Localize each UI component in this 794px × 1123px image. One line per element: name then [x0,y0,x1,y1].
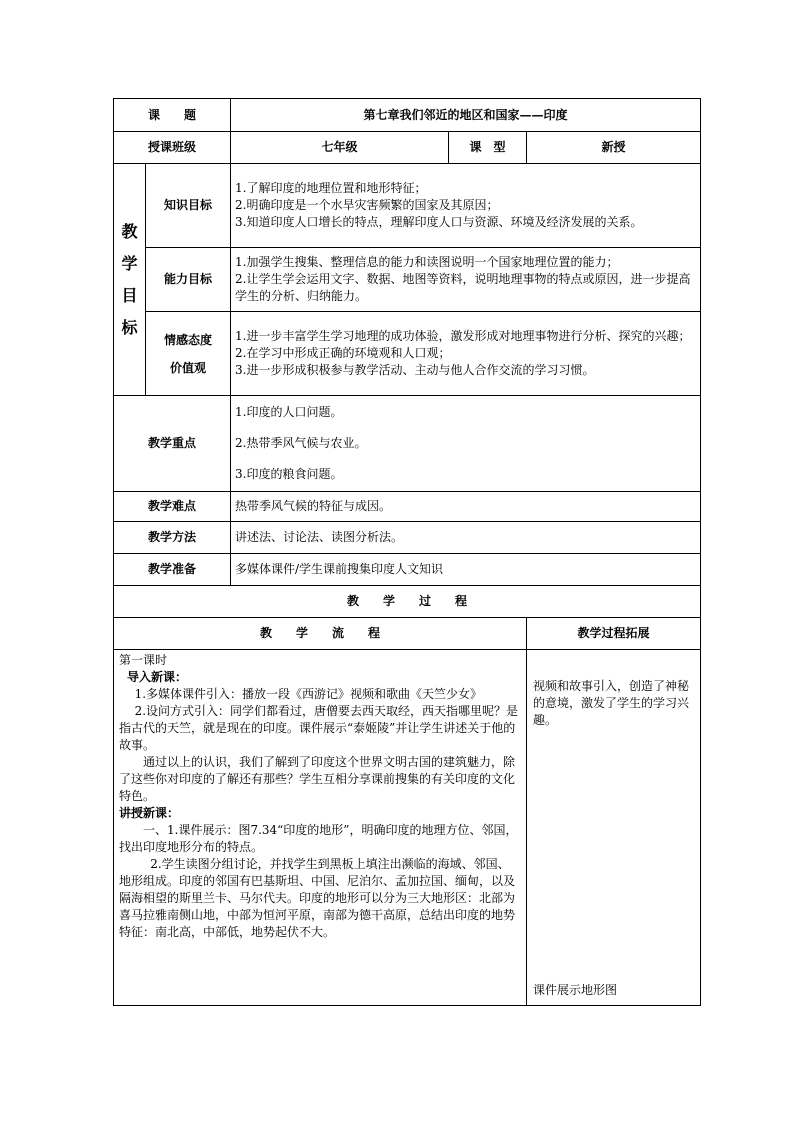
lesson-plan-table [113,98,701,1006]
difficulty-label: 教学难点 [114,492,231,522]
flow-header: 教 学 流 程 [114,618,527,650]
key-point-item: 2.热带季风气候与农业。 [235,436,367,450]
goals-label-char: 教 [121,221,138,241]
emotion-item: 3.进一步形成积极参与教学活动、主动与他人合作交流的学习习惯。 [235,363,595,377]
difficulty-value: 热带季风气候的特征与成因。 [231,492,701,522]
topic-label: 课 题 [114,99,231,132]
emotion-label [146,312,231,396]
lesson-number: 第一课时 [119,653,168,667]
knowledge-item: 1.了解印度的地理位置和地形特征； [235,181,427,195]
preparation-value: 多媒体课件/学生课前搜集印度人文知识 [231,554,701,586]
knowledge-item: 2.明确印度是一个水旱灾害频繁的国家及其原因； [235,198,499,212]
ability-goals [231,248,701,312]
extension-note-terrain: 课件展示地形图 [533,983,618,997]
ability-item: 2.让学生学会运用文字、数据、地图等资料，说明地理事物的特点或原因，进一步提高学生的分析、归纳能力。 [235,272,691,303]
knowledge-goals [231,164,701,248]
emotion-label-line1: 情感态度 [164,332,213,347]
intro-label: 导入新课： [127,670,188,684]
goals-label-char: 标 [121,317,138,337]
goals-label [118,216,141,344]
key-points [231,396,701,492]
process-title: 教 学 过 程 [114,586,701,618]
key-points-label: 教学重点 [114,396,231,492]
key-point-item: 3.印度的粮食问题。 [235,467,343,481]
new-lesson-line: 一、1.课件展示：图7.34“印度的地形”，明确印度的地理方位、邻国，找出印度地形分布的特点。 [119,823,518,854]
emotion-goals [231,312,701,396]
goals-label-cell [114,164,146,396]
key-point-item: 1.印度的人口问题。 [235,405,343,419]
preparation-label: 教学准备 [114,554,231,586]
extension-note: 视频和故事引入，创造了神秘的意境，激发了学生的学习兴趣。 [533,679,690,727]
method-label: 教学方法 [114,522,231,554]
extension-header: 教学过程拓展 [527,618,701,650]
ability-item: 1.加强学生搜集、整理信息的能力和读图说明一个国家地理位置的能力； [235,255,619,269]
new-lesson-label: 讲授新课： [119,806,180,820]
knowledge-item: 3.知道印度人口增长的特点，理解印度人口与资源、环境及经济发展的关系。 [235,215,643,229]
knowledge-label: 知识目标 [146,164,231,248]
type-value: 新授 [527,132,701,164]
ability-label: 能力目标 [146,248,231,312]
intro-line: 2.设问方式引入：同学们都看过，唐僧要去西天取经，西天指哪里呢？是指古代的天竺，就是现在的印度。课件展示“泰姬陵”并让学生讲述关于他的故事。 [119,704,519,752]
grade-label: 授课班级 [114,132,231,164]
emotion-item: 1.进一步丰富学生学习地理的成功体验，激发形成对地理事物进行分析、探究的兴趣； [235,329,691,343]
intro-line: 1.多媒体课件引入：播放一段《西游记》视频和歌曲《天竺少女》 [134,687,483,701]
goals-label-char: 目 [121,285,138,305]
emotion-item: 2.在学习中形成正确的环境观和人口观； [235,346,451,360]
grade-value: 七年级 [231,132,449,164]
type-label: 课 型 [449,132,527,164]
method-value: 讲述法、讨论法、读图分析法。 [231,522,701,554]
topic-value: 第七章我们邻近的地区和国家——印度 [231,99,701,132]
new-lesson-line: 2.学生读图分组讨论，并找学生到黑板上填注出濒临的海域、邻国、地形组成。印度的邻国有巴基斯坦、中国、尼泊尔、孟加拉国、缅甸，以及隔海相望的斯里兰卡、马尔代夫。印度的地形可以分为三大地形区：北部为喜马拉雅南侧山地，中部为恒河平原，南部为德干高原，总结出印度的地势特征：南北高，中部低，地势起伏不大。 [119,857,516,939]
goals-label-char: 学 [121,253,138,273]
flow-content [114,650,527,1006]
intro-line: 通过以上的认识，我们了解到了印度这个世界文明古国的建筑魅力，除了这些你对印度的了解还有那些？学生互相分享课前搜集的有关印度的文化特色。 [119,755,516,803]
emotion-label-line2: 价值观 [170,360,207,375]
extension-content [527,650,701,1006]
